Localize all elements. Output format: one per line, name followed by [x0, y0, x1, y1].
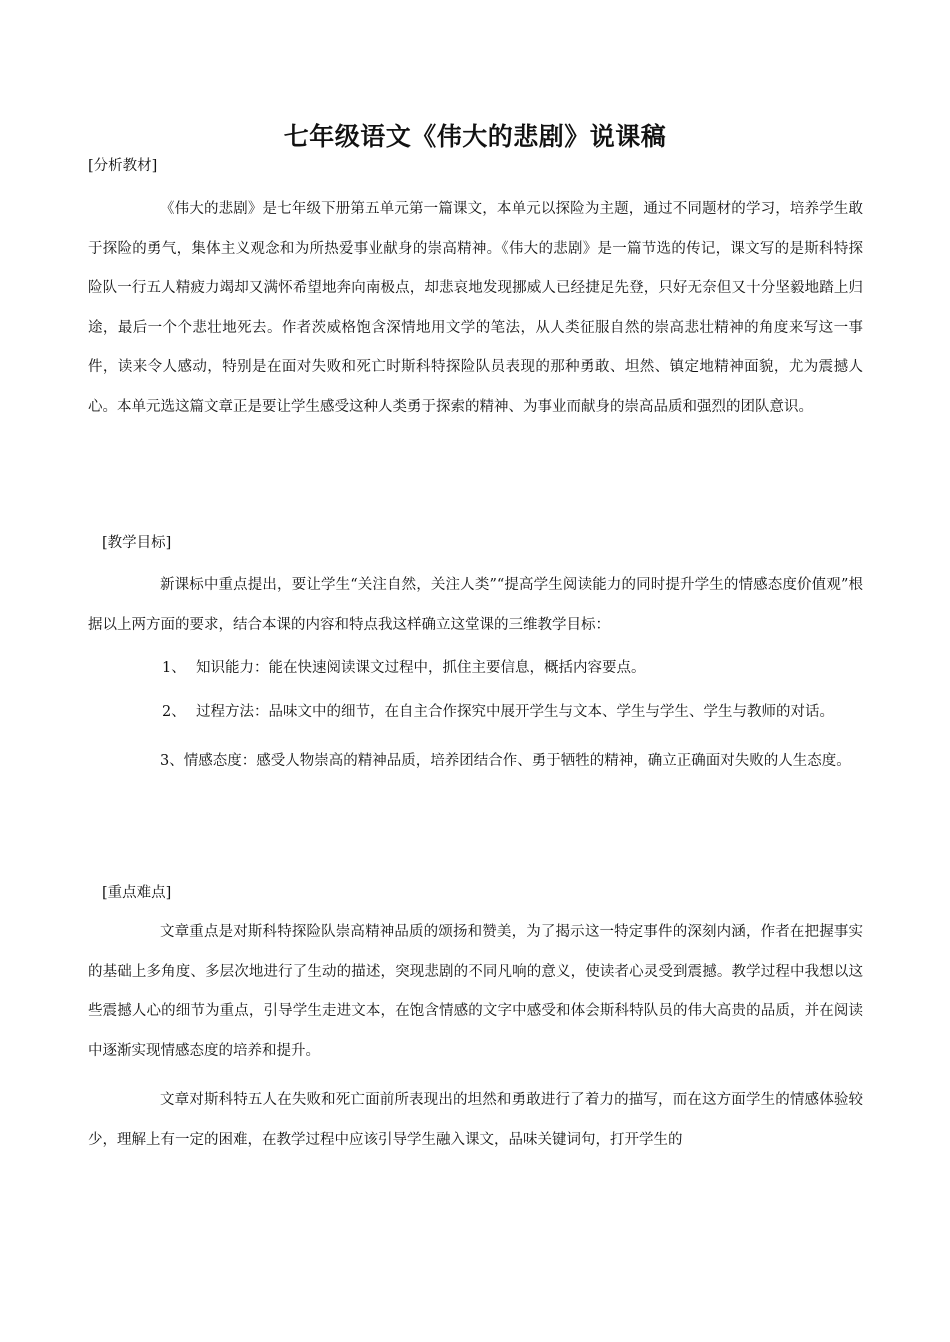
key-points-block	[88, 913, 863, 1160]
page-title: 七年级语文《伟大的悲剧》说课稿	[283, 122, 667, 151]
goal-item-2-text: 过程方法：品味文中的细节，在自主合作探究中展开学生与文本、学生与学生、学生与教师的对话。	[196, 703, 834, 720]
section-heading-analysis: [分析教材]	[88, 158, 158, 174]
analysis-block	[88, 190, 863, 427]
analysis-paragraph: 《伟大的悲剧》是七年级下册第五单元第一篇课文，本单元以探险为主题，通过不同题材的学习，培养学生敢于探险的勇气，集体主义观念和为所热爱事业献身的崇高精神。《伟大的悲剧》是一篇节选的传记，课文写的是斯科特探险队一行五人精疲力竭却又满怀希望地奔向南极点，却悲哀地发现挪威人已经捷足先登，只好无奈但又十分坚毅地踏上归途，最后一个个悲壮地死去。作者茨威格饱含深情地用文学的笔法，从人类征服自然的崇高悲壮精神的角度来写这一事件，读来令人感动，特别是在面对失败和死亡时斯科特探险队员表现的那种勇敢、坦然、镇定地精神面貌，尤为震撼人心。本单元选这篇文章正是要让学生感受这种人类勇于探索的精神、为事业而献身的崇高品质和强烈的团队意识。	[88, 201, 863, 415]
goal-item-1-text: 知识能力：能在快速阅读课文过程中，抓住主要信息，概括内容要点。	[196, 660, 646, 676]
goal-item-2-number: 2、	[162, 703, 186, 720]
goals-intro-paragraph: 新课标中重点提出，要让学生“关注自然，关注人类”“提高学生阅读能力的同时提升学生的情感态度价值观”根据以上两方面的要求，结合本课的内容和特点我这样确立这堂课的三维教学目标：	[88, 577, 863, 633]
goal-item-1	[88, 649, 863, 689]
key-points-paragraph-2: 文章对斯科特五人在失败和死亡面前所表现出的坦然和勇敢进行了着力的描写，而在这方面学生的情感体验较少，理解上有一定的困难，在教学过程中应该引导学生融入课文，品味关键词句，打开学生的	[88, 1092, 863, 1148]
goals-block	[88, 566, 863, 782]
goal-item-1-number: 1、	[162, 660, 186, 676]
goal-item-3: 3、情感态度：感受人物崇高的精神品质，培养团结合作、勇于牺牲的精神，确立正确面对失败的人生态度。	[160, 753, 851, 769]
section-heading-key-points: [重点难点]	[102, 885, 172, 901]
section-heading-goals: [教学目标]	[102, 535, 172, 551]
goal-item-2	[88, 693, 863, 733]
key-points-paragraph-1: 文章重点是对斯科特探险队崇高精神品质的颂扬和赞美，为了揭示这一特定事件的深刻内涵，作者在把握事实的基础上多角度、多层次地进行了生动的描述，突现悲剧的不同凡响的意义，使读者心灵受到震撼。教学过程中我想以这些震撼人心的细节为重点，引导学生走进文本，在饱含情感的文字中感受和体会斯科特队员的伟大高贵的品质，并在阅读中逐渐实现情感态度的培养和提升。	[88, 924, 863, 1059]
